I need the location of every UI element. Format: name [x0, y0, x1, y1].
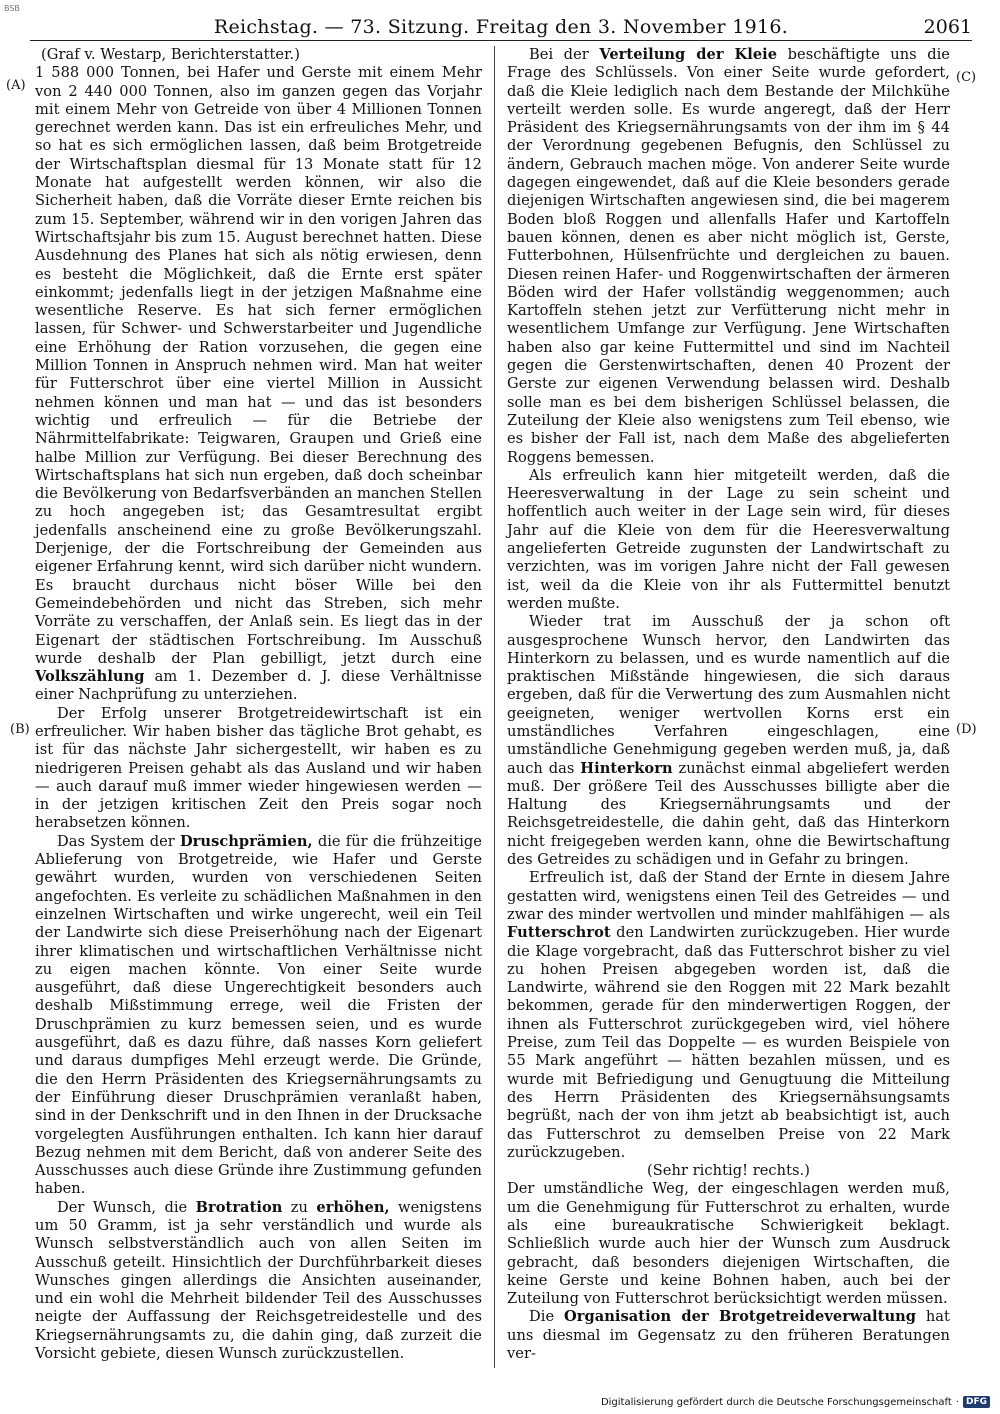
- bold-term: Volkszählung: [35, 668, 145, 686]
- bold-term: Hinterkorn: [580, 759, 673, 777]
- column-divider: [494, 46, 495, 1368]
- paragraph: Als erfreulich kann hier mitgeteilt werden, daß die Heeresverwaltung in der Lage zu sein scheint und hoffentlich auch weiter in der Lage sein wird, für dieses Jahr auf die Kleie von dem für die Heeresverwaltung angelieferten Getreide zugunsten der Landwirtschaft zu verzichten, was im vorigen Jahre nicht der Fall gewesen ist, weil da die Kleie von ihr als Futtermittel benutzt werden mußte.: [507, 466, 950, 612]
- bold-term: Organisation der Brotgetreideverwaltung: [564, 1308, 917, 1326]
- page-number: 2061: [923, 16, 972, 38]
- margin-marker-d: (D): [956, 722, 977, 737]
- bold-term: erhöhen,: [316, 1198, 390, 1216]
- right-column: [507, 46, 950, 1363]
- paragraph: Bei der Verteilung der Kleie beschäftigte uns die Frage des Schlüssels. Von einer Seite wurde gefordert, daß die Kleie lediglich nach dem Bestande der Milchkühe verteilt werden solle. Es wurde angeregt, daß der Herr Präsident des Kriegsernährungsamts von der ihm im § 44 der Verordnung gegebenen Befugnis, den Schlüssel zu ändern, Gebrauch machen möge. Von anderer Seite wurde dagegen eingewendet, daß auf die Kleie besonders gerade diejenigen Wirtschaften angewiesen sind, die bei magerem Boden bloß Roggen und allenfalls Hafer und Kartoffeln bauen können, denen es aber nicht möglich ist, Gerste, Futterbohnen, Hülsenfrüchte und dergleichen zu bauen. Diesen reinen Hafer- und Roggenwirtschaften der ärmeren Böden wird der Hafer vollständig weggenommen; auch Kartoffeln stehen jetzt zur Verfütterung nicht mehr in wesentlichem Umfange zur Verfügung. Jene Wirtschaften haben also gar keine Futtermittel und sind im Nachteil gegen die Gerstenwirtschaften, denen 40 Prozent der Gerste zur eigenen Verwendung belassen wird. Deshalb solle man es bei dem bisherigen Schlüssel belassen, die Zuteilung der Kleie also wenigstens zum Teil ebenso, wie es bisher der Fall ist, nach dem Maße des abgelieferten Roggens bemessen.: [507, 46, 950, 466]
- bold-term: Brotration: [195, 1198, 283, 1216]
- paragraph: Die Organisation der Brotgetreideverwaltung hat uns diesmal im Gegensatz zu den früheren Beratungen ver-: [507, 1308, 950, 1363]
- footer-text: Digitalisierung gefördert durch die Deutsche Forschungsgemeinschaft: [600, 1396, 952, 1408]
- page-title: Reichstag. — 73. Sitzung. Freitag den 3. November 1916.: [213, 16, 789, 38]
- bold-term: Verteilung der Kleie: [599, 46, 778, 63]
- left-column: [35, 46, 482, 1363]
- paragraph: Wieder trat im Ausschuß der ja schon oft ausgesprochene Wunsch hervor, den Landwirten das Hinterkorn zu belassen, und es wurde namentlich auf die praktischen Mißstände hingewiesen, die sich daraus ergeben, daß für die Verwertung des zum Ausmahlen nicht geeigneten, weniger wertvollen Korns erst ein umständliches Verfahren eingeschlagen, eine umständliche Genehmigung gegeben werden muß, ja, daß auch das Hinterkorn zunächst einmal abgeliefert werden muß. Der größere Teil des Ausschusses billigte aber die Haltung des Kriegsernährungsamts und der Reichsgetreidestelle, die dahin geht, daß das Hinterkorn nicht freigegeben werden kann, ohne die Bewirtschaftung des Getreides zu schädigen und in Gefahr zu bringen.: [507, 613, 950, 869]
- paragraph: 1 588 000 Tonnen, bei Hafer und Gerste mit einem Mehr von 2 440 000 Tonnen, also im ganzen gegen das Vorjahr mit einem Mehr von Getreide von über 4 Millionen Tonnen gerechnet werden kann. Das ist ein erfreuliches Mehr, und so hat es sich ermöglichen lassen, daß beim Brotgetreide der Wirtschaftsplan diesmal für 13 Monate statt für 12 Monate hat aufgestellt werden können, wir also die Sicherheit haben, daß die Vorräte dieser Ernte reichen bis zum 15. September, während wir in den vorigen Jahren das Wirtschaftsjahr bis zum 15. August berechnet hatten. Diese Ausdehnung des Planes hat sich als nötig erwiesen, denn es besteht die Möglichkeit, daß die Ernte erst später einkommt; jedenfalls liegt in der jetzigen Maßnahme eine wesentliche Reserve. Es hat sich ferner ermöglichen lassen, für Schwer- und Schwerstarbeiter und Jugendliche eine Erhöhung der Ration vorzusehen, die gegen eine Million Tonnen in Anspruch nehmen wird. Man hat weiter für Futterschrot über eine viertel Million in Aussicht nehmen können und man hat — und das ist besonders wichtig und erfreulich — für die Betriebe der Nährmittelfabrikate: Teigwaren, Graupen und Grieß eine halbe Million zur Verfügung. Bei dieser Berechnung des Wirtschaftsplans hat sich nun ergeben, daß doch scheinbar die Bevölkerung von Bedarfsverbänden an manchen Stellen zu hoch angegeben ist; das Gesamtresultat ergibt jedenfalls anscheinend eine zu große Bevölkerungszahl. Derjenige, der die Fortschreibung der Gemeinden aus eigener Erfahrung kennt, wird sich darüber nicht wundern. Es braucht durchaus nicht böser Wille bei den Gemeindebehörden und nicht das Streben, sich mehr Vorräte zu verschaffen, der Anlaß sein. Es liegt das in der Eigenart der städtischen Fortschreibung. Im Ausschuß wurde deshalb der Plan gebilligt, jetzt durch eine Volkszählung am 1. Dezember d. J. diese Verhältnisse einer Nachprüfung zu unterziehen.: [35, 64, 482, 704]
- speaker-line: (Graf v. Westarp, Berichterstatter.): [41, 46, 300, 63]
- margin-marker-b: (B): [10, 722, 30, 737]
- footer: Digitalisierung gefördert durch die Deutsche Forschungsgemeinschaft · DFG: [601, 1396, 990, 1408]
- margin-marker-c: (C): [956, 70, 977, 85]
- bold-term: Druschprämien,: [179, 832, 313, 850]
- bsb-watermark: BSB: [4, 4, 20, 13]
- paragraph: Der Erfolg unserer Brotgetreidewirtschaft ist ein erfreulicher. Wir haben bisher das tägliche Brot gehabt, es ist für das nächste Jahr sichergestellt, wir haben es zu niedrigeren Preisen gehabt als das Ausland und wir haben — auch darauf muß immer wieder hingewiesen werden — in der jetzigen kritischen Zeit den Preis sogar noch herabsetzen können.: [35, 704, 482, 832]
- dfg-logo: DFG: [963, 1396, 990, 1408]
- paragraph: Erfreulich ist, daß der Stand der Ernte in diesem Jahre gestatten wird, wenigstens einen Teil des Getreides — und zwar des minder wertvollen und minder mahlfähigen — als Futterschrot den Landwirten zurückzugeben. Hier wurde die Klage vorgebracht, daß das Futterschrot bisher zu viel zu hohen Preisen abgegeben worden ist, daß die Landwirte, während sie den Roggen mit 22 Mark bezahlt bekommen, gerade für den minderwertigen Roggen, der ihnen als Futterschrot zurückgegeben wird, viel höhere Preise, zum Teil das Doppelte — es wurden Beispiele von 55 Mark angeführt — hätten bezahlen müssen, und es wurde mit Befriedigung und Genugtuung die Mitteilung des Herrn Präsidenten des Kriegsernähsungsamts begrüßt, nach der von ihm jetzt ab beabsichtigt ist, auch das Futterschrot zu demselben Preise von 22 Mark zurückzugeben.: [507, 869, 950, 1161]
- page-header: [30, 14, 972, 41]
- paragraph: Das System der Druschprämien, die für die frühzeitige Ablieferung von Brotgetreide, wie Hafer und Gerste gewährt wurden, wurden von verschiedenen Seiten angefochten. Es verleite zu schädlichen Maßnahmen in den einzelnen Wirtschaften und wirke ungerecht, weil ein Teil der Landwirte sich diese Preiserhöhung nach der Eigenart ihrer klimatischen und wirtschaftlichen Verhältnisse nicht zu eigen machen könnte. Von einer Seite wurde ausgeführt, daß diese Ungerechtigkeit besonders auch deshalb Mißstimmung errege, weil die Fristen der Druschprämien zu kurz bemessen seien, und es wurde ausgeführt, daß es dazu führe, daß nasses Korn geliefert und daraus dumpfiges Mehl erzeugt werde. Die Gründe, die den Herrn Präsidenten des Kriegsernährungsamts zu der Einführung dieser Druschprämien veranlaßt haben, sind in der Denkschrift und in den Ihnen in der Drucksache vorgelegten Ausführungen enthalten. Ich kann hier darauf Bezug nehmen mit dem Bericht, daß von anderer Seite des Ausschusses auch diese Gründe ihre Zustimmung gefunden haben.: [35, 832, 482, 1198]
- bold-term: Futterschrot: [507, 924, 611, 942]
- applause-note: (Sehr richtig! rechts.): [647, 1162, 810, 1180]
- paragraph: Der Wunsch, die Brotration zu erhöhen, wenigstens um 50 Gramm, ist ja sehr verständlich und wurde als Wunsch selbstverständlich auch von allen Seiten im Ausschuß geteilt. Hinsichtlich der Durchführbarkeit dieses Wunsches gingen allerdings die Ansichten auseinander, und ein wohl die Mehrheit bildender Teil des Ausschusses neigte der Auffassung der Reichsgetreidestelle und des Kriegsernährungsamts zu, die dahin ging, daß zurzeit die Vorsicht gebiete, diesen Wunsch zurückzustellen.: [35, 1198, 482, 1363]
- margin-marker-a: (A): [6, 78, 26, 93]
- paragraph: Der umständliche Weg, der eingeschlagen werden muß, um die Genehmigung für Futterschrot zu erhalten, wurde als eine bureaukratische Schwierigkeit beklagt. Schließlich wurde auch hier der Wunsch zum Ausdruck gebracht, daß besonders diejenigen Wirtschaften, die keine Gerste und keine Bohnen haben, auch bei der Zuteilung von Futterschrot berücksichtigt werden müssen.: [507, 1180, 950, 1308]
